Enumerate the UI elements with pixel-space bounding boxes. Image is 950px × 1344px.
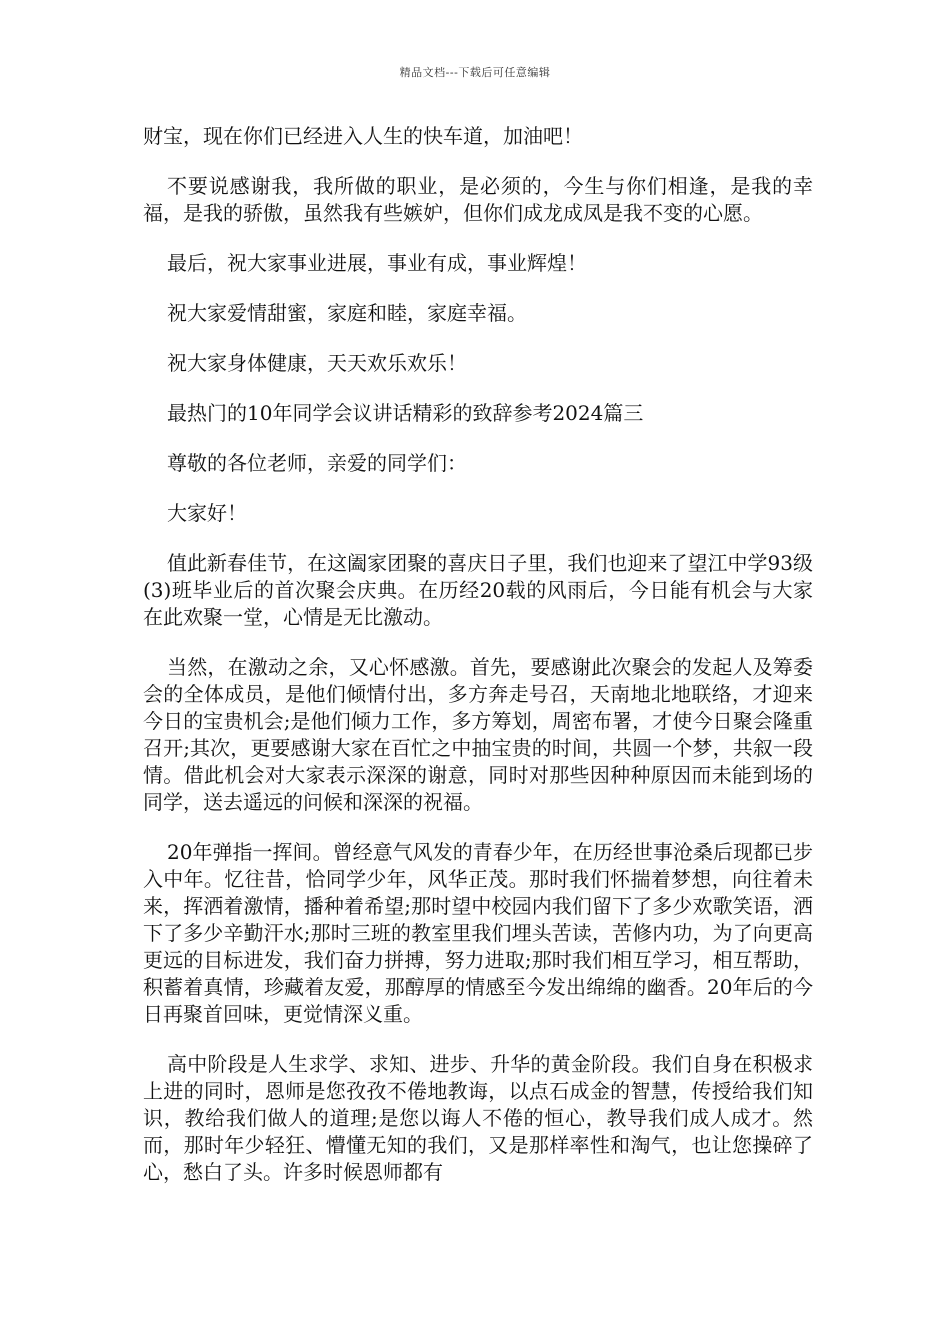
paragraph: 财宝，现在你们已经进入人生的快车道，加油吧！ xyxy=(143,124,583,148)
paragraph: 祝大家身体健康，天天欢乐欢乐！ xyxy=(167,351,467,375)
section-heading: 最热门的10年同学会议讲话精彩的致辞参考2024篇三 xyxy=(167,401,644,425)
paragraph: 祝大家爱情甜蜜，家庭和睦，家庭幸福。 xyxy=(167,301,527,325)
page-header: 精品文档---下载后可任意编辑 xyxy=(399,66,551,79)
paragraph: 20年弹指一挥间。曾经意气风发的青春少年，在历经世事沧桑后现都已步入中年。忆往昔，恰同学少年，风华正茂。那时我们怀揣着梦想，向往着未来，挥洒着激情，播种着希望;那时望中校园内我们留下了多少欢歌笑语，洒下了多少辛勤汗水;那时三班的教室里我们埋头苦读，苦修内功，为了向更高更远的目标进发，我们奋力拼搏，努力进取;那时我们相互学习，相互帮助，积蓄着真情，珍藏着友爱，那醇厚的情感至今发出绵绵的幽香。20年后的今日再聚首回味，更觉情深义重。 xyxy=(143,840,813,1026)
paragraph: 最后，祝大家事业进展，事业有成，事业辉煌！ xyxy=(167,251,587,275)
document-body xyxy=(143,123,813,1186)
paragraph: 高中阶段是人生求学、求知、进步、升华的黄金阶段。我们自身在积极求上进的同时，恩师是您孜孜不倦地教诲，以点石成金的智慧，传授给我们知识，教给我们做人的道理;是您以诲人不倦的恒心，教导我们成人成才。然而，那时年少轻狂、懵懂无知的我们，又是那样率性和淘气，也让您操碎了心，愁白了头。许多时候恩师都有 xyxy=(143,1052,813,1184)
salutation: 尊敬的各位老师，亲爱的同学们： xyxy=(167,451,467,475)
paragraph: 当然，在激动之余，又心怀感激。首先，要感谢此次聚会的发起人及筹委会的全体成员，是他们倾情付出，多方奔走号召，天南地北地联络，才迎来今日的宝贵机会;是他们倾力工作，多方筹划，周密布署，才使今日聚会隆重召开;其次，更要感谢大家在百忙之中抽宝贵的时间，共圆一个梦，共叙一段情。借此机会对大家表示深深的谢意，同时对那些因种种原因而未能到场的同学，送去遥远的问候和深深的祝福。 xyxy=(143,655,813,814)
greeting: 大家好！ xyxy=(167,501,247,525)
paragraph: 不要说感谢我，我所做的职业，是必须的，今生与你们相逢，是我的幸福，是我的骄傲，虽然我有些嫉妒，但你们成龙成凤是我不变的心愿。 xyxy=(143,174,813,225)
paragraph: 值此新春佳节，在这阖家团聚的喜庆日子里，我们也迎来了望江中学93级(3)班毕业后的首次聚会庆典。在历经20载的风雨后，今日能有机会与大家在此欢聚一堂，心情是无比激动。 xyxy=(143,551,813,629)
